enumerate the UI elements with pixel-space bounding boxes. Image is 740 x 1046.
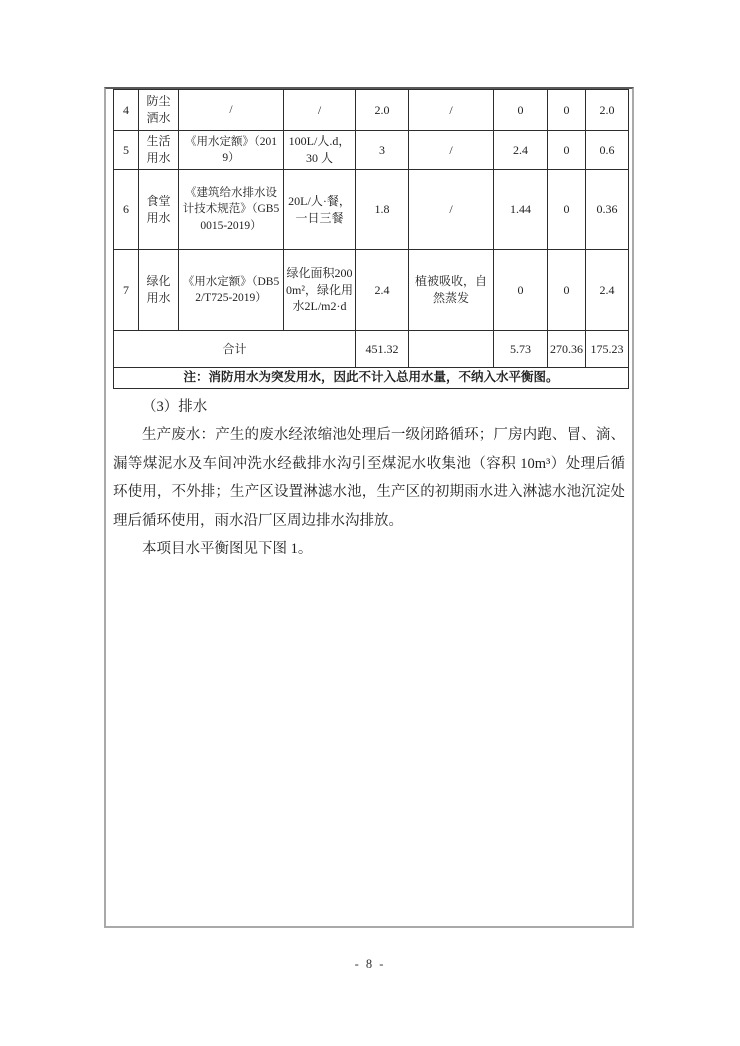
cell-remark: / bbox=[409, 131, 494, 170]
cell-standard: 《建筑给水排水设计技术规范》（GB50015-2019） bbox=[179, 170, 284, 250]
cell-c8: 0 bbox=[548, 90, 586, 131]
section-heading-drainage: （3）排水 bbox=[142, 398, 208, 415]
cell-c8: 0 bbox=[548, 170, 586, 250]
table-row-canteen-water bbox=[114, 170, 629, 250]
cell-remark: 植被吸收，自然蒸发 bbox=[409, 250, 494, 331]
cell-standard: 《用水定额》（2019） bbox=[179, 131, 284, 170]
cell-c9: 0.6 bbox=[586, 131, 629, 170]
content-frame bbox=[104, 87, 634, 928]
table-row-greening-water bbox=[114, 250, 629, 331]
cell-total-c9: 175.23 bbox=[586, 331, 629, 368]
cell-quota: 20L/人·餐，一日三餐 bbox=[284, 170, 356, 250]
cell-no: 6 bbox=[114, 170, 139, 250]
cell-total-amount: 451.32 bbox=[356, 331, 409, 368]
cell-c7: 2.4 bbox=[494, 131, 548, 170]
cell-c9: 0.36 bbox=[586, 170, 629, 250]
cell-total-remark bbox=[409, 331, 494, 368]
table-row-note bbox=[114, 368, 629, 389]
cell-quota: 绿化面积2000m²，绿化用水2L/m2·d bbox=[284, 250, 356, 331]
paragraph-wastewater: 生产废水：产生的废水经浓缩池处理后一级闭路循环；厂房内跑、冒、滴、漏等煤泥水及车间冲洗水经截排水沟引至煤泥水收集池（容积 10m³）处理后循环使用，不外排；生产区设置淋滤水池，生产区的初期雨水进入淋滤水池沉淀处理后循环使用，雨水沿厂区周边排水沟排放。 bbox=[113, 427, 625, 529]
cell-name: 食堂用水 bbox=[139, 170, 179, 250]
cell-c9: 2.0 bbox=[586, 90, 629, 131]
cell-standard: / bbox=[179, 90, 284, 131]
cell-total-c8: 270.36 bbox=[548, 331, 586, 368]
cell-amount: 2.0 bbox=[356, 90, 409, 131]
table-note: 注：消防用水为突发用水，因此不计入总用水量，不纳入水平衡图。 bbox=[114, 368, 629, 389]
cell-total-label: 合计 bbox=[114, 331, 356, 368]
cell-c7: 0 bbox=[494, 250, 548, 331]
table-row-domestic-water bbox=[114, 131, 629, 170]
cell-no: 7 bbox=[114, 250, 139, 331]
table-row-total bbox=[114, 331, 629, 368]
cell-remark: / bbox=[409, 90, 494, 131]
cell-amount: 1.8 bbox=[356, 170, 409, 250]
cell-remark: / bbox=[409, 170, 494, 250]
cell-quota: 100L/人.d，30 人 bbox=[284, 131, 356, 170]
cell-name: 绿化用水 bbox=[139, 250, 179, 331]
cell-c8: 0 bbox=[548, 131, 586, 170]
cell-name: 防尘洒水 bbox=[139, 90, 179, 131]
page-number: - 8 - bbox=[354, 957, 386, 971]
paragraph-water-balance-ref: 本项目水平衡图见下图 1。 bbox=[142, 541, 313, 557]
table-row-dust-spray bbox=[114, 90, 629, 131]
cell-amount: 3 bbox=[356, 131, 409, 170]
cell-c9: 2.4 bbox=[586, 250, 629, 331]
cell-c8: 0 bbox=[548, 250, 586, 331]
cell-no: 5 bbox=[114, 131, 139, 170]
cell-total-c7: 5.73 bbox=[494, 331, 548, 368]
cell-c7: 1.44 bbox=[494, 170, 548, 250]
cell-standard: 《用水定额》（DB52/T725-2019） bbox=[179, 250, 284, 331]
cell-c7: 0 bbox=[494, 90, 548, 131]
cell-no: 4 bbox=[114, 90, 139, 131]
cell-amount: 2.4 bbox=[356, 250, 409, 331]
cell-name: 生活用水 bbox=[139, 131, 179, 170]
body-text bbox=[113, 393, 625, 564]
water-usage-table bbox=[113, 89, 629, 389]
cell-quota: / bbox=[284, 90, 356, 131]
